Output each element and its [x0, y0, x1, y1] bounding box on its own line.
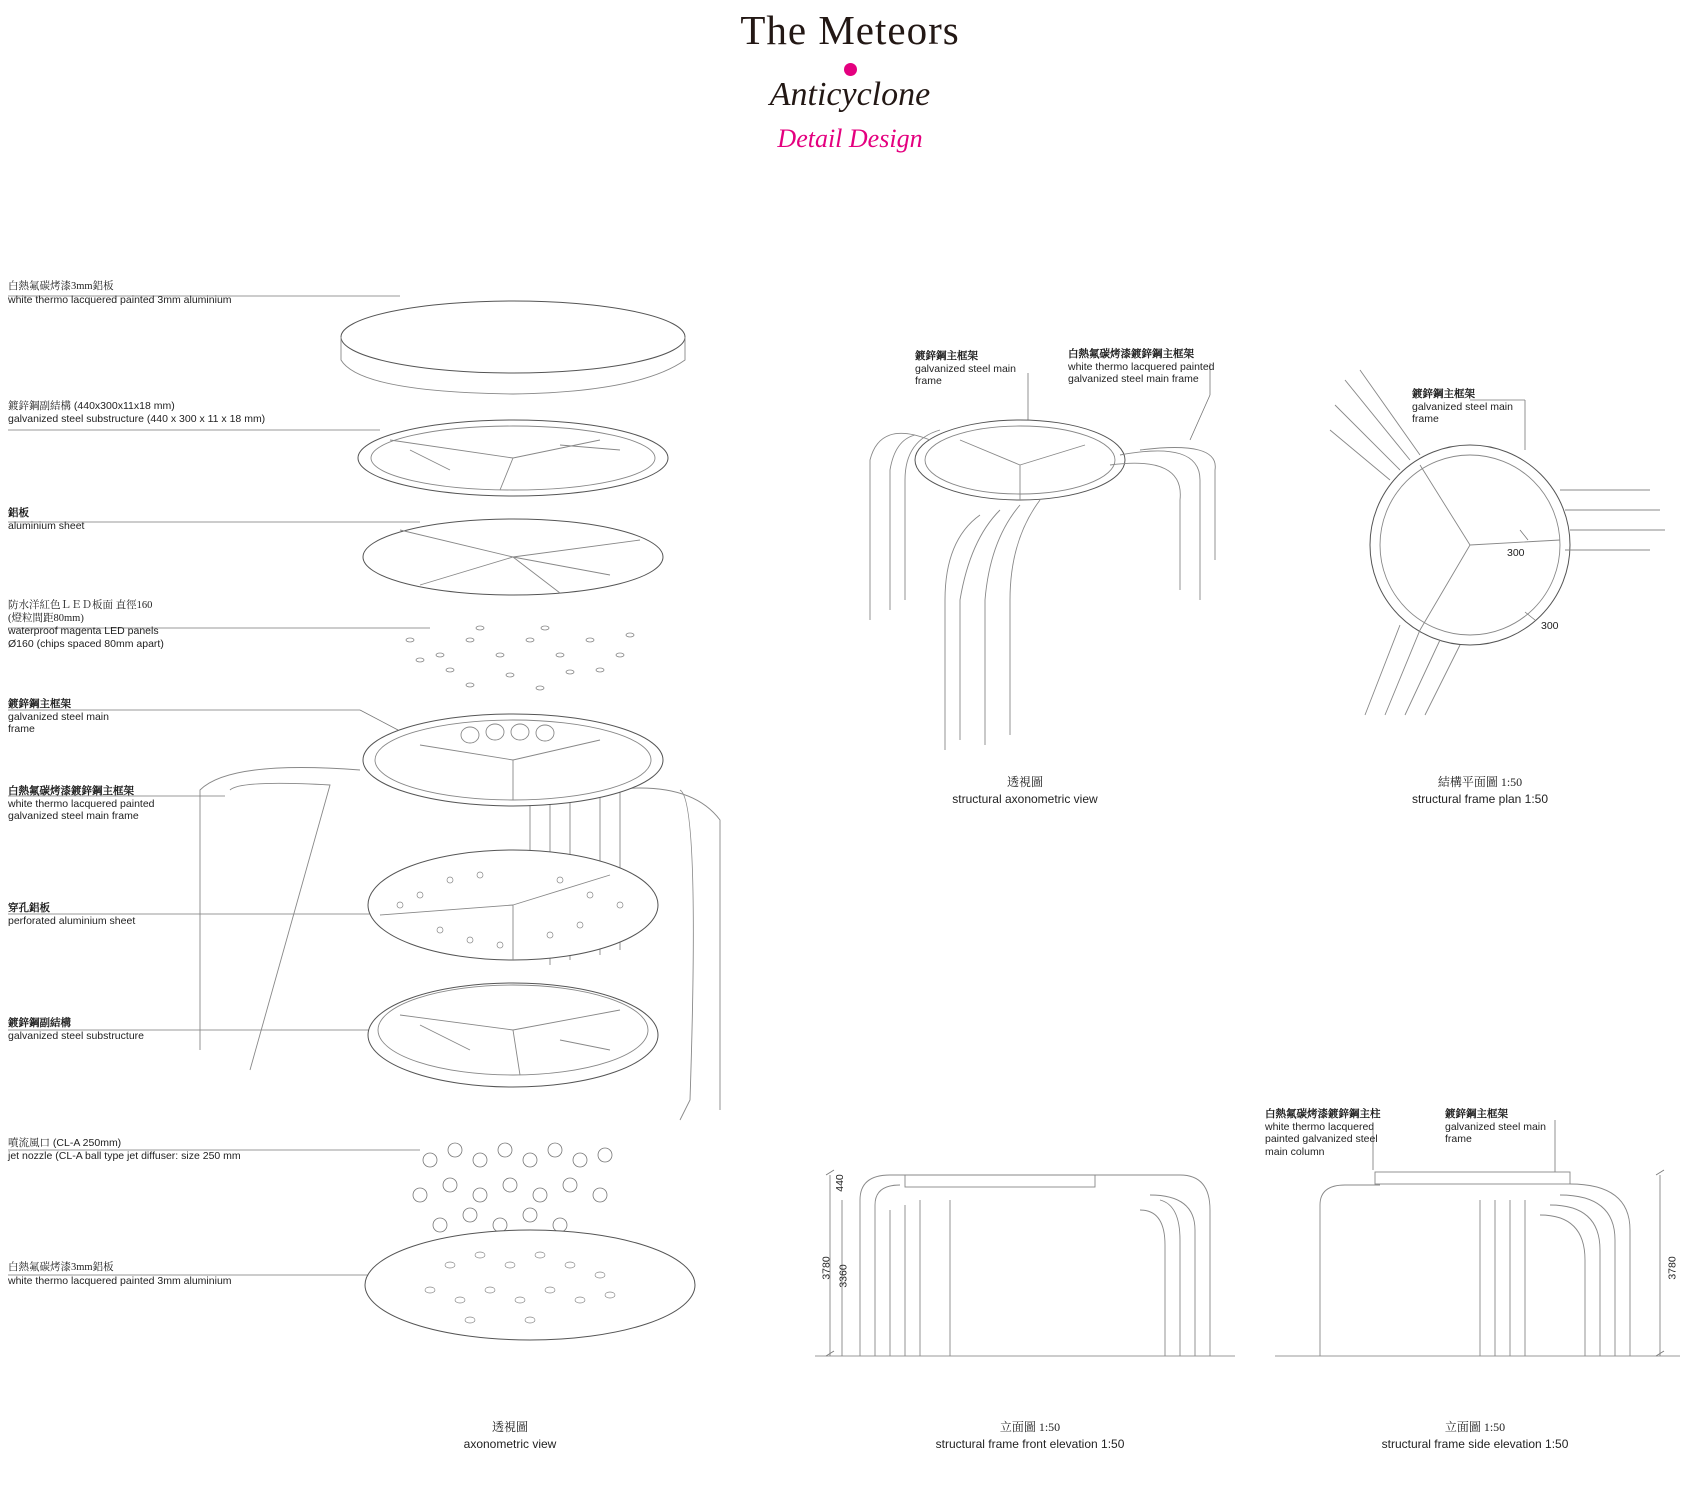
caption-axonometric: 透視圖 axonometric view	[463, 1420, 557, 1451]
page-subtitle: Anticyclone	[769, 76, 931, 113]
caption-front-elevation: 立面圖 1:50 structural frame front elevation 1:50	[935, 1420, 1125, 1451]
label-main-frame: 鍍鋅鋼主框架 galvanized steel main frame	[8, 698, 109, 735]
caption-structural-axo: 透視圖 structural axonometric view	[952, 775, 1098, 806]
label-perforated-sheet: 穿孔鋁板 perforated aluminium sheet	[8, 902, 136, 927]
structural-axonometric-drawing	[870, 363, 1215, 750]
front-dim-leg: 3360	[837, 1264, 850, 1288]
side-dim-total: 3780	[1666, 1256, 1679, 1280]
axo-label-main-frame: 鍍鋅鋼主框架 galvanized steel main frame	[915, 350, 1016, 387]
plan-dimension-2: 300	[1541, 620, 1559, 632]
label-bottom-plate: 白熱氟碳烤漆3mm鋁板 white thermo lacquered painted 3mm aluminium	[8, 1262, 232, 1287]
front-dim-total: 3780	[820, 1256, 833, 1280]
detail-design-heading: Detail Design	[777, 124, 923, 153]
side-label-main-column: 白熱氟碳烤漆鍍鋅鋼主柱 white thermo lacquered painted galvanized steel main column	[1265, 1108, 1381, 1158]
label-aluminium-sheet: 鋁板 aluminium sheet	[8, 507, 85, 532]
side-label-main-frame: 鍍鋅鋼主框架 galvanized steel main frame	[1445, 1108, 1546, 1145]
label-painted-main-frame: 白熱氟碳烤漆鍍鋅鋼主框架 white thermo lacquered painted galvanized steel main frame	[8, 785, 155, 822]
front-dim-top: 440	[833, 1174, 846, 1192]
plan-dimension-1: 300	[1507, 547, 1525, 559]
axo-label-painted-frame: 白熱氟碳烤漆鍍鋅鋼主框架 white thermo lacquered painted galvanized steel main frame	[1068, 348, 1215, 385]
plan-label-main-frame: 鍍鋅鋼主框架 galvanized steel main frame	[1412, 388, 1513, 425]
label-substructure-top: 鍍鋅鋼副結構 (440x300x11x18 mm) galvanized steel substructure (440 x 300 x 11 x 18 mm)	[8, 400, 266, 425]
front-elevation-drawing	[815, 1170, 1235, 1356]
caption-side-elevation: 立面圖 1:50 structural frame side elevation 1:50	[1381, 1420, 1569, 1451]
label-jet-nozzle: 噴流風口 (CL-A 250mm) jet nozzle (CL-A ball type jet diffuser: size 250 mm	[8, 1137, 241, 1162]
label-substructure-bottom: 鍍鋅鋼副結構 galvanized steel substructure	[8, 1017, 144, 1042]
page-title: The Meteors	[740, 7, 960, 53]
label-led-panels: 防水洋紅色ＬＥＤ板面 直徑160 (燈粒間距80mm) waterproof magenta LED panels Ø160 (chips spaced 80mm apart)	[8, 600, 164, 650]
caption-structural-plan: 結構平面圖 1:50 structural frame plan 1:50	[1411, 775, 1549, 806]
label-top-plate: 白熱氟碳烤漆3mm鋁板 white thermo lacquered painted 3mm aluminium	[8, 281, 232, 306]
